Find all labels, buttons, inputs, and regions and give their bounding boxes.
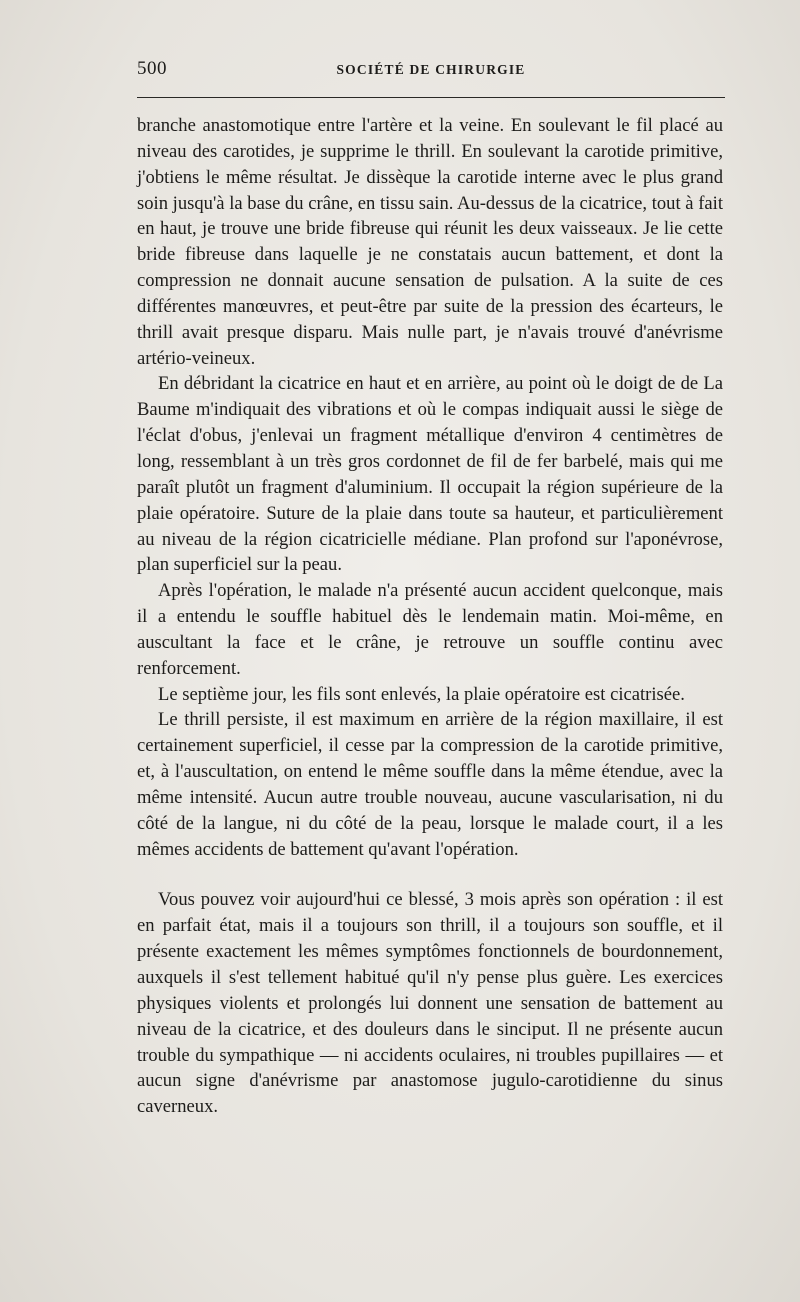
running-title: SOCIÉTÉ DE CHIRURGIE: [336, 62, 526, 77]
page-number: 500: [137, 58, 167, 79]
paragraph: Après l'opération, le malade n'a présenté aucun accident quelconque, mais il a entendu le souffle habituel dès le lendemain matin. Moi-même, en auscultant la face et le crâne, je retrouve un souffle continu avec renforcement.: [137, 580, 723, 679]
header-rule: [137, 97, 725, 98]
paragraph: Le thrill persiste, il est maximum en arrière de la région maxillaire, il est certainement superficiel, il cesse par la compression de la carotide primitive, et, à l'auscultation, on entend le même souffle dans la même étendue, avec la même intensité. Aucun autre trouble nouveau, aucune vascularisation, ni du côté de la langue, ni du côté de la peau, lorsque le malade court, il a les mêmes accidents de battement qu'avant l'opération.: [137, 709, 723, 860]
paragraph: Vous pouvez voir aujourd'hui ce blessé, 3 mois après son opération : il est en parfait état, mais il a toujours son thrill, il a toujours son souffle, et il présente exactement les mêmes symptômes fonctionnels de bourdonnement, auxquels il s'est tellement habitué qu'il n'y pense plus guère. Les exercices physiques violents et prolongés lui donnent une sensation de battement au niveau de la cicatrice, et des douleurs dans le sinciput. Il ne présente aucun trouble du sympathique — ni accidents oculaires, ni troubles pupillaires — et aucun signe d'anévrisme par anastomose jugulo-carotidienne du sinus caverneux.: [137, 889, 723, 1118]
body-text: [137, 113, 723, 1120]
page-header: [137, 58, 725, 88]
paragraph: Le septième jour, les fils sont enlevés, la plaie opératoire est cicatrisée.: [158, 683, 685, 705]
paragraph: En débridant la cicatrice en haut et en arrière, au point où le doigt de de La Baume m'indiquait des vibrations et où le compas indiquait aussi le siège de l'éclat d'obus, j'enlevai un fragment métallique d'environ 4 centimètres de long, ressemblant à un très gros cordonnet de fil de fer barbelé, mais qui me paraît plutôt un fragment d'aluminium. Il occupait la région supérieure de la plaie opératoire. Suture de la plaie dans toute sa hauteur, et particulièrement au niveau de la région cicatricielle médiane. Plan profond sur l'aponévrose, plan superficiel sur la peau.: [137, 373, 723, 576]
paragraph: branche anastomotique entre l'artère et la veine. En soulevant le fil placé au niveau des carotides, je supprime le thrill. En soulevant la carotide primitive, j'obtiens le même résultat. Je dissèque la carotide interne avec le plus grand soin jusqu'à la base du crâne, en tissu sain. Au-dessus de la cicatrice, tout à fait en haut, je trouve une bride fibreuse qui réunit les deux vaisseaux. Je lie cette bride fibreuse dans laquelle je ne constatais aucun battement, et dont la compression ne donnait aucune sensation de pulsation. A la suite de ces différentes manœuvres, et peut-être par suite de la pression des écarteurs, le thrill avait presque disparu. Mais nulle part, je n'avais trouvé d'anévrisme artério-veineux.: [137, 115, 723, 369]
